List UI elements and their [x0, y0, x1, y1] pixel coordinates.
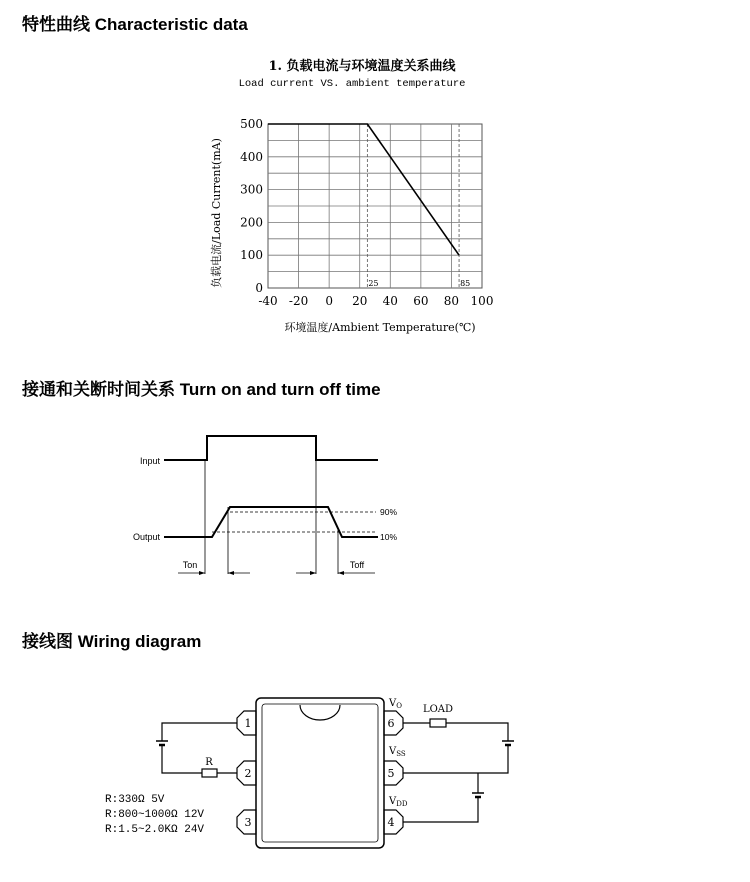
- chart-subtitle: Load current VS. ambient temperature: [238, 78, 466, 90]
- chart-y-tick-label: 200: [240, 215, 263, 230]
- wire-battery-pin5: [403, 745, 508, 773]
- chart-y-tick-label: 300: [240, 182, 263, 197]
- ton-arrow-right: [228, 571, 234, 575]
- section-title-timing: 接通和关断时间关系 Turn on and turn off time: [22, 380, 381, 399]
- chart-title: 1. 负载电流与环境温度关系曲线: [268, 59, 456, 74]
- input-label: Input: [139, 456, 160, 466]
- level-10-label: 10%: [380, 532, 398, 542]
- timing-diagram: [133, 436, 397, 575]
- chip-notch: [300, 705, 340, 720]
- chart-y-axis-label: 负载电流/Load Current(mA): [210, 138, 223, 288]
- chart-ticks: [240, 117, 493, 308]
- chart-y-tick-label: 500: [240, 117, 263, 131]
- toff-label: Toff: [349, 560, 365, 570]
- vss-label: $V_{SS}$: [389, 746, 406, 758]
- pin-5-label: 5: [387, 767, 395, 780]
- pin-4-label: 4: [387, 816, 395, 829]
- toff-arrow-right: [338, 571, 344, 575]
- load-current-chart: [209, 58, 493, 334]
- chart-x-tick-label: 40: [382, 294, 398, 308]
- resistor-note-12v: R:800~1000Ω 12V: [105, 809, 205, 821]
- ton-arrow-left: [199, 571, 205, 575]
- pin-3-label: 3: [244, 816, 252, 829]
- chart-grid: [268, 124, 482, 288]
- chart-marker-label: 85: [460, 279, 471, 288]
- input-waveform: [164, 436, 378, 460]
- wire-load-battery: [446, 723, 508, 741]
- pin-6-label: 6: [387, 717, 395, 730]
- wire-supply-pin4: [403, 797, 478, 822]
- output-waveform: [164, 507, 378, 537]
- chart-y-tick-label: 0: [255, 281, 263, 295]
- relay-chip-inner: [262, 704, 378, 842]
- pin-1-label: 1: [244, 717, 252, 730]
- output-label: Output: [132, 532, 160, 542]
- chart-x-tick-label: -40: [258, 294, 278, 308]
- toff-arrow-left: [310, 571, 316, 575]
- wire-battery-resistor: [162, 745, 202, 773]
- chart-x-tick-label: 20: [352, 294, 368, 308]
- section-title-characteristic: 特性曲线 Characteristic data: [22, 15, 248, 34]
- vo-label: $V_O$: [389, 698, 402, 710]
- wiring-diagram: [105, 698, 514, 848]
- level-90-label: 90%: [380, 507, 398, 517]
- ton-label: Ton: [182, 560, 198, 570]
- wire-pin1-battery: [162, 723, 237, 741]
- resistor-note-5v: R:330Ω 5V: [105, 794, 165, 806]
- chart-x-axis-label: 环境温度/Ambient Temperature(℃): [284, 321, 476, 334]
- chart-x-tick-label: 100: [470, 294, 494, 308]
- input-resistor: [202, 769, 217, 777]
- pin-2-label: 2: [244, 767, 252, 780]
- section-title-wiring: 接线图 Wiring diagram: [22, 632, 202, 651]
- load-resistor: [430, 719, 446, 727]
- load-label: LOAD: [422, 704, 454, 715]
- chart-x-tick-label: -20: [288, 294, 309, 308]
- resistor-note-24v: R:1.5~2.0KΩ 24V: [105, 824, 205, 836]
- chart-x-tick-label: 60: [413, 294, 429, 308]
- chart-x-tick-label: 0: [325, 294, 333, 308]
- chart-marker-label: 25: [368, 279, 379, 288]
- chart-y-tick-label: 400: [240, 149, 263, 164]
- chart-y-tick-label: 100: [240, 248, 263, 263]
- vdd-label: $V_{DD}$: [389, 796, 408, 808]
- chart-x-tick-label: 80: [443, 294, 460, 308]
- resistor-label: R: [205, 757, 213, 768]
